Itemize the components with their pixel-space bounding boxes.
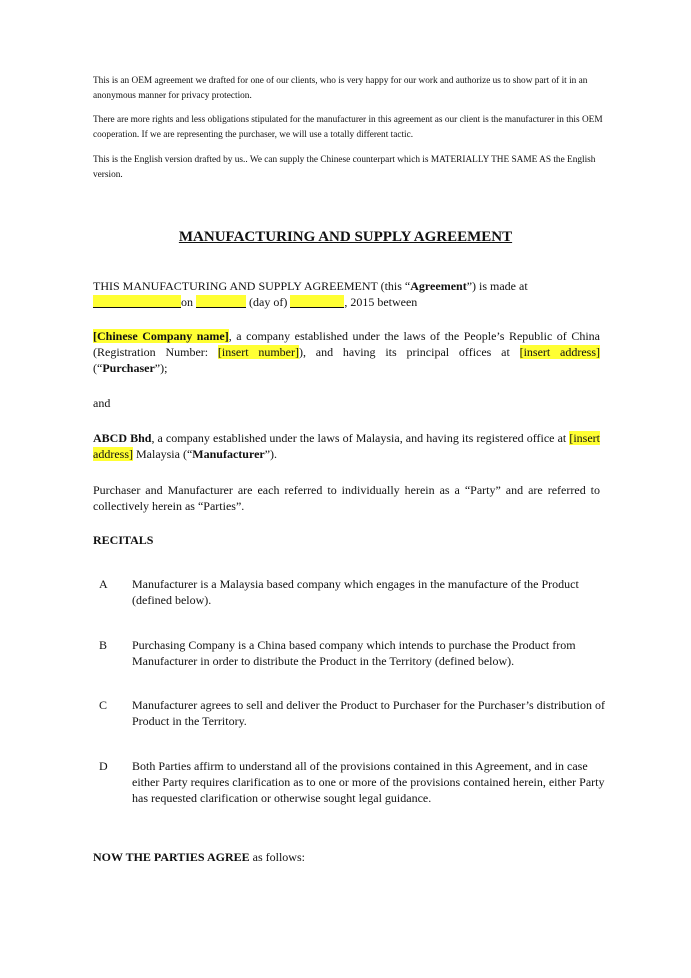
opening-on-text: on — [181, 295, 196, 309]
recital-text: Manufacturer agrees to sell and deliver the Product to Purchaser for the Purchaser’s distribution of Product in the Territory. — [132, 698, 605, 728]
now-parties-agree-bold: NOW THE PARTIES AGREE — [93, 850, 250, 864]
opening-text-1: THIS MANUFACTURING AND SUPPLY AGREEMENT (this “ — [93, 279, 411, 293]
chinese-company-placeholder[interactable]: [Chinese Company name] — [93, 329, 229, 343]
manufacturer-paragraph — [93, 430, 600, 462]
opening-text-2: ”) is made at — [466, 279, 528, 293]
recital-letter: C — [99, 698, 108, 712]
manufacturer-address-placeholder[interactable]: [insert address] — [93, 431, 600, 461]
purchaser-text-3: (“ — [93, 361, 103, 375]
recital-text: Both Parties affirm to understand all of the provisions contained in this Agreement, and in case either Party requires clarification as to one or more of the provisions contained herein, either Party has requested clarification or otherwise sought legal guidance. — [132, 759, 605, 805]
date-blank[interactable] — [196, 295, 246, 308]
purchaser-paragraph — [93, 328, 600, 376]
parties-definition: Purchaser and Manufacturer are each referred to individually herein as a “Party” and are referred to collectively herein as “Parties”. — [93, 483, 600, 513]
purchaser-address-placeholder[interactable]: [insert address] — [519, 345, 601, 359]
manufacturer-text-1: , a company established under the laws of Malaysia, and having its registered office at — [151, 431, 570, 445]
recital-text: Manufacturer is a Malaysia based company which engages in the manufacture of the Product (defined below). — [132, 577, 579, 607]
opening-dayof-text: (day of) — [246, 295, 291, 309]
intro-note-3: This is the English version drafted by us.. We can supply the Chinese counterpart which is MATERIALLY THE SAME AS the English version. — [93, 155, 596, 180]
agreement-title: MANUFACTURING AND SUPPLY AGREEMENT — [178, 229, 513, 245]
now-parties-agree — [93, 850, 305, 865]
recital-letter: D — [99, 759, 108, 773]
agreement-defined-term: Agreement — [410, 279, 467, 293]
opening-year-text: , 2015 between — [344, 295, 418, 309]
purchaser-text-1: , a company established under the laws of the People’s Republic of China (Registration Number: — [93, 329, 600, 359]
intro-note-1: This is an OEM agreement we drafted for one of our clients, who is very happy for our work and authorize us to show part of it in an anonymous manner for privacy protection. — [93, 76, 588, 101]
manufacturer-text-2: Malaysia (“ — [132, 447, 193, 461]
recital-item — [93, 637, 608, 669]
month-blank[interactable] — [290, 295, 344, 308]
and-separator: and — [93, 396, 111, 410]
manufacturer-text-3: ”). — [264, 447, 278, 461]
place-blank[interactable] — [93, 295, 181, 308]
intro-note-2: There are more rights and less obligations stipulated for the manufacturer in this agreement as our client is the manufacturer in this OEM cooperation. If we are representing the purchaser, we will use a totally different tactic. — [93, 115, 603, 140]
recital-letter: B — [99, 638, 108, 652]
now-parties-agree-rest: as follows: — [249, 850, 305, 864]
purchaser-text-2: ), and having its principal offices at — [299, 345, 520, 359]
manufacturer-defined-term: Manufacturer — [192, 447, 265, 461]
recital-text: Purchasing Company is a China based company which intends to purchase the Product from Manufacturer in order to distribute the Product in the Territory (defined below). — [132, 638, 576, 668]
manufacturer-name: ABCD Bhd — [93, 431, 152, 445]
recital-item — [93, 697, 608, 729]
recital-letter: A — [99, 577, 108, 591]
opening-paragraph — [93, 278, 600, 310]
registration-number-placeholder[interactable]: [insert number] — [217, 345, 299, 359]
purchaser-defined-term: Purchaser — [102, 361, 155, 375]
recital-item — [93, 576, 608, 608]
purchaser-text-4: ”); — [154, 361, 168, 375]
recital-item — [93, 758, 608, 806]
recitals-heading: RECITALS — [93, 533, 154, 547]
